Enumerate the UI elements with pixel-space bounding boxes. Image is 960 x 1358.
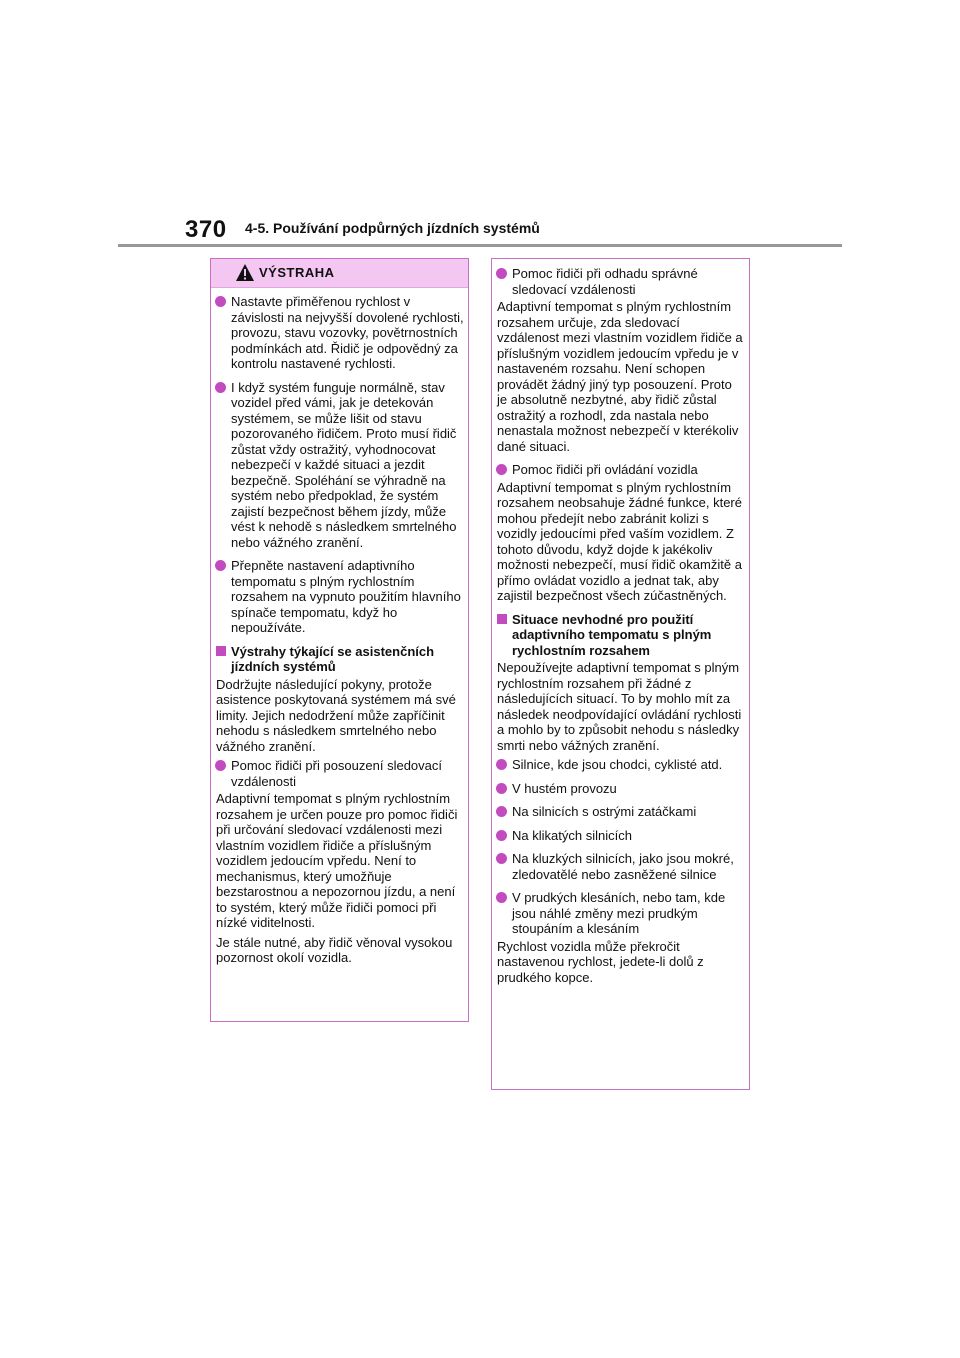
paragraph: Dodržujte následující pokyny, protože asistence poskytovaná systémem má své limity. Jejich nedodržení může zapříčinit nehodu s následkem smrtelného nebo vážného zranění.	[216, 676, 456, 754]
subsection-heading-text: Výstrahy týkající se asistenčních jízdních systémů	[231, 643, 435, 674]
list-item-text: Na silnicích s ostrými zatáčkami	[512, 804, 697, 819]
list-item	[492, 851, 749, 882]
bullet-dot-icon	[215, 296, 226, 307]
warning-triangle-icon	[235, 263, 255, 282]
list-item	[211, 294, 468, 372]
list-item	[492, 804, 749, 820]
subsection-heading-text: Situace nevhodné pro použití adaptivního tempomatu s plným rychlostním rozsahem	[512, 611, 712, 658]
paragraph: Je stále nutné, aby řidič věnoval vysokou pozornost okolí vozidla.	[216, 934, 453, 965]
list-item-text: Přepněte nastavení adaptivního tempomatu s plným rychlostním rozsahem na vypnuto použitím hlavního spínače tempomatu, když ho nepoužíváte.	[231, 558, 461, 635]
list-item	[492, 462, 749, 478]
list-item-text: Silnice, kde jsou chodci, cyklisté atd.	[512, 757, 723, 772]
page-header	[0, 0, 960, 250]
bullet-dot-icon	[496, 783, 507, 794]
bullet-dot-icon	[215, 560, 226, 571]
warning-title: VÝSTRAHA	[259, 265, 335, 280]
list-item	[492, 757, 749, 773]
bullet-dot-icon	[496, 892, 507, 903]
square-bullet-icon	[497, 614, 507, 624]
bullet-dot-icon	[496, 464, 507, 475]
list-item	[492, 828, 749, 844]
header-divider	[118, 244, 842, 247]
list-item-text: Nastavte přiměřenou rychlost v závislosti na nejvyšší dovolené rychlosti, provozu, stavu vozovky, povětrnostních podmínkách atd. Řidič je odpovědný za kontrolu nastavené rychlosti.	[231, 294, 464, 371]
list-item-text: Na klikatých silnicích	[512, 827, 632, 843]
paragraph: Adaptivní tempomat s plným rychlostním rozsahem neobsahuje žádné funkce, které mohou předejít nebo zabránit kolizi s vozidly jedoucími před vaším vozidlem. Z tohoto důvodu, když dojde k jakékoliv možnosti nebezpečí, musí řidič okamžitě a přímo ovládat vozidlo a jednat tak, aby zajistil bezpečnost všech zúčastněných.	[497, 479, 742, 603]
section-title: 4-5. Používání podpůrných jízdních systémů	[245, 220, 540, 236]
paragraph: Adaptivní tempomat s plným rychlostním rozsahem určuje, zda sledovací vzdálenost mezi vlastním vozidlem řidiče a příslušným vozidlem jedoucím vpředu je v nastaveném rozsahu. Není schopen provádět žádný jiný typ posouzení. Proto je absolutně nezbytné, aby řidič zůstal ostražitý a rozhodl, zda nastala nebo nenastala možnost nebezpečí v kterékoliv dané situaci.	[497, 299, 743, 454]
warning-header	[211, 259, 468, 288]
bullet-dot-icon	[215, 382, 226, 393]
list-item-text: V prudkých klesáních, nebo tam, kde jsou náhlé změny mezi prudkým stoupáním a klesáním	[512, 890, 726, 936]
paragraph: Adaptivní tempomat s plným rychlostním rozsahem je určen pouze pro pomoc řidiči při určování sledovací vzdálenosti mezi vlastním vozidlem řidiče a příslušným vozidlem jedoucím vpředu. Není to mechanismus, který umožňuje bezstarostnou a nepozornou jízdu, a není to systém, který může řidiči pomoci při nízké viditelnosti.	[216, 791, 458, 930]
subsection-heading	[492, 612, 749, 659]
list-item	[211, 758, 468, 789]
subsection-heading	[211, 644, 468, 675]
paragraph: Nepoužívejte adaptivní tempomat s plným rychlostním rozsahem při žádné z následujících situací. To by mohlo mít za následek neodpovídající ovládání rychlosti a mohlo by to způsobit nehodu s následky smrti nebo vážných zranění.	[497, 660, 742, 753]
bullet-dot-icon	[215, 760, 226, 771]
list-item-text: Pomoc řidiči při odhadu správné sledovací vzdálenosti	[512, 266, 698, 297]
list-item-text: V hustém provozu	[512, 780, 617, 796]
bullet-dot-icon	[496, 759, 507, 770]
bullet-dot-icon	[496, 268, 507, 279]
list-item	[211, 558, 468, 636]
list-item-text: Na kluzkých silnicích, jako jsou mokré, zledovatělé nebo zasněžené silnice	[512, 851, 734, 882]
list-item	[492, 266, 749, 297]
list-item	[211, 380, 468, 551]
bullet-dot-icon	[496, 830, 507, 841]
bullet-dot-icon	[496, 853, 507, 864]
page-number: 370	[185, 216, 227, 243]
list-item	[492, 781, 749, 797]
list-item-text: Pomoc řidiči při posouzení sledovací vzdálenosti	[231, 758, 442, 789]
bullet-dot-icon	[496, 806, 507, 817]
list-item-text: I když systém funguje normálně, stav vozidel před vámi, jak je detekován systémem, se může lišit od stavu pozorovaného řidičem. Proto musí řidič zůstat vždy ostražitý, vyhodnocovat nebezpečí v každé situaci a jezdit bezpečně. Spoléhání se výhradně na systém nebo předpoklad, že systém zajistí bezpečnost během jízdy, může vést k nehodě s následkem smrtelného nebo vážného zranění.	[231, 379, 457, 550]
square-bullet-icon	[216, 646, 226, 656]
list-item-text: Pomoc řidiči při ovládání vozidla	[512, 462, 698, 477]
warning-box	[210, 258, 469, 1022]
list-item	[492, 890, 749, 937]
paragraph: Rychlost vozidla může překročit nastavenou rychlost, jedete-li dolů z prudkého kopce.	[497, 938, 704, 985]
warning-box-continued	[491, 258, 750, 1090]
